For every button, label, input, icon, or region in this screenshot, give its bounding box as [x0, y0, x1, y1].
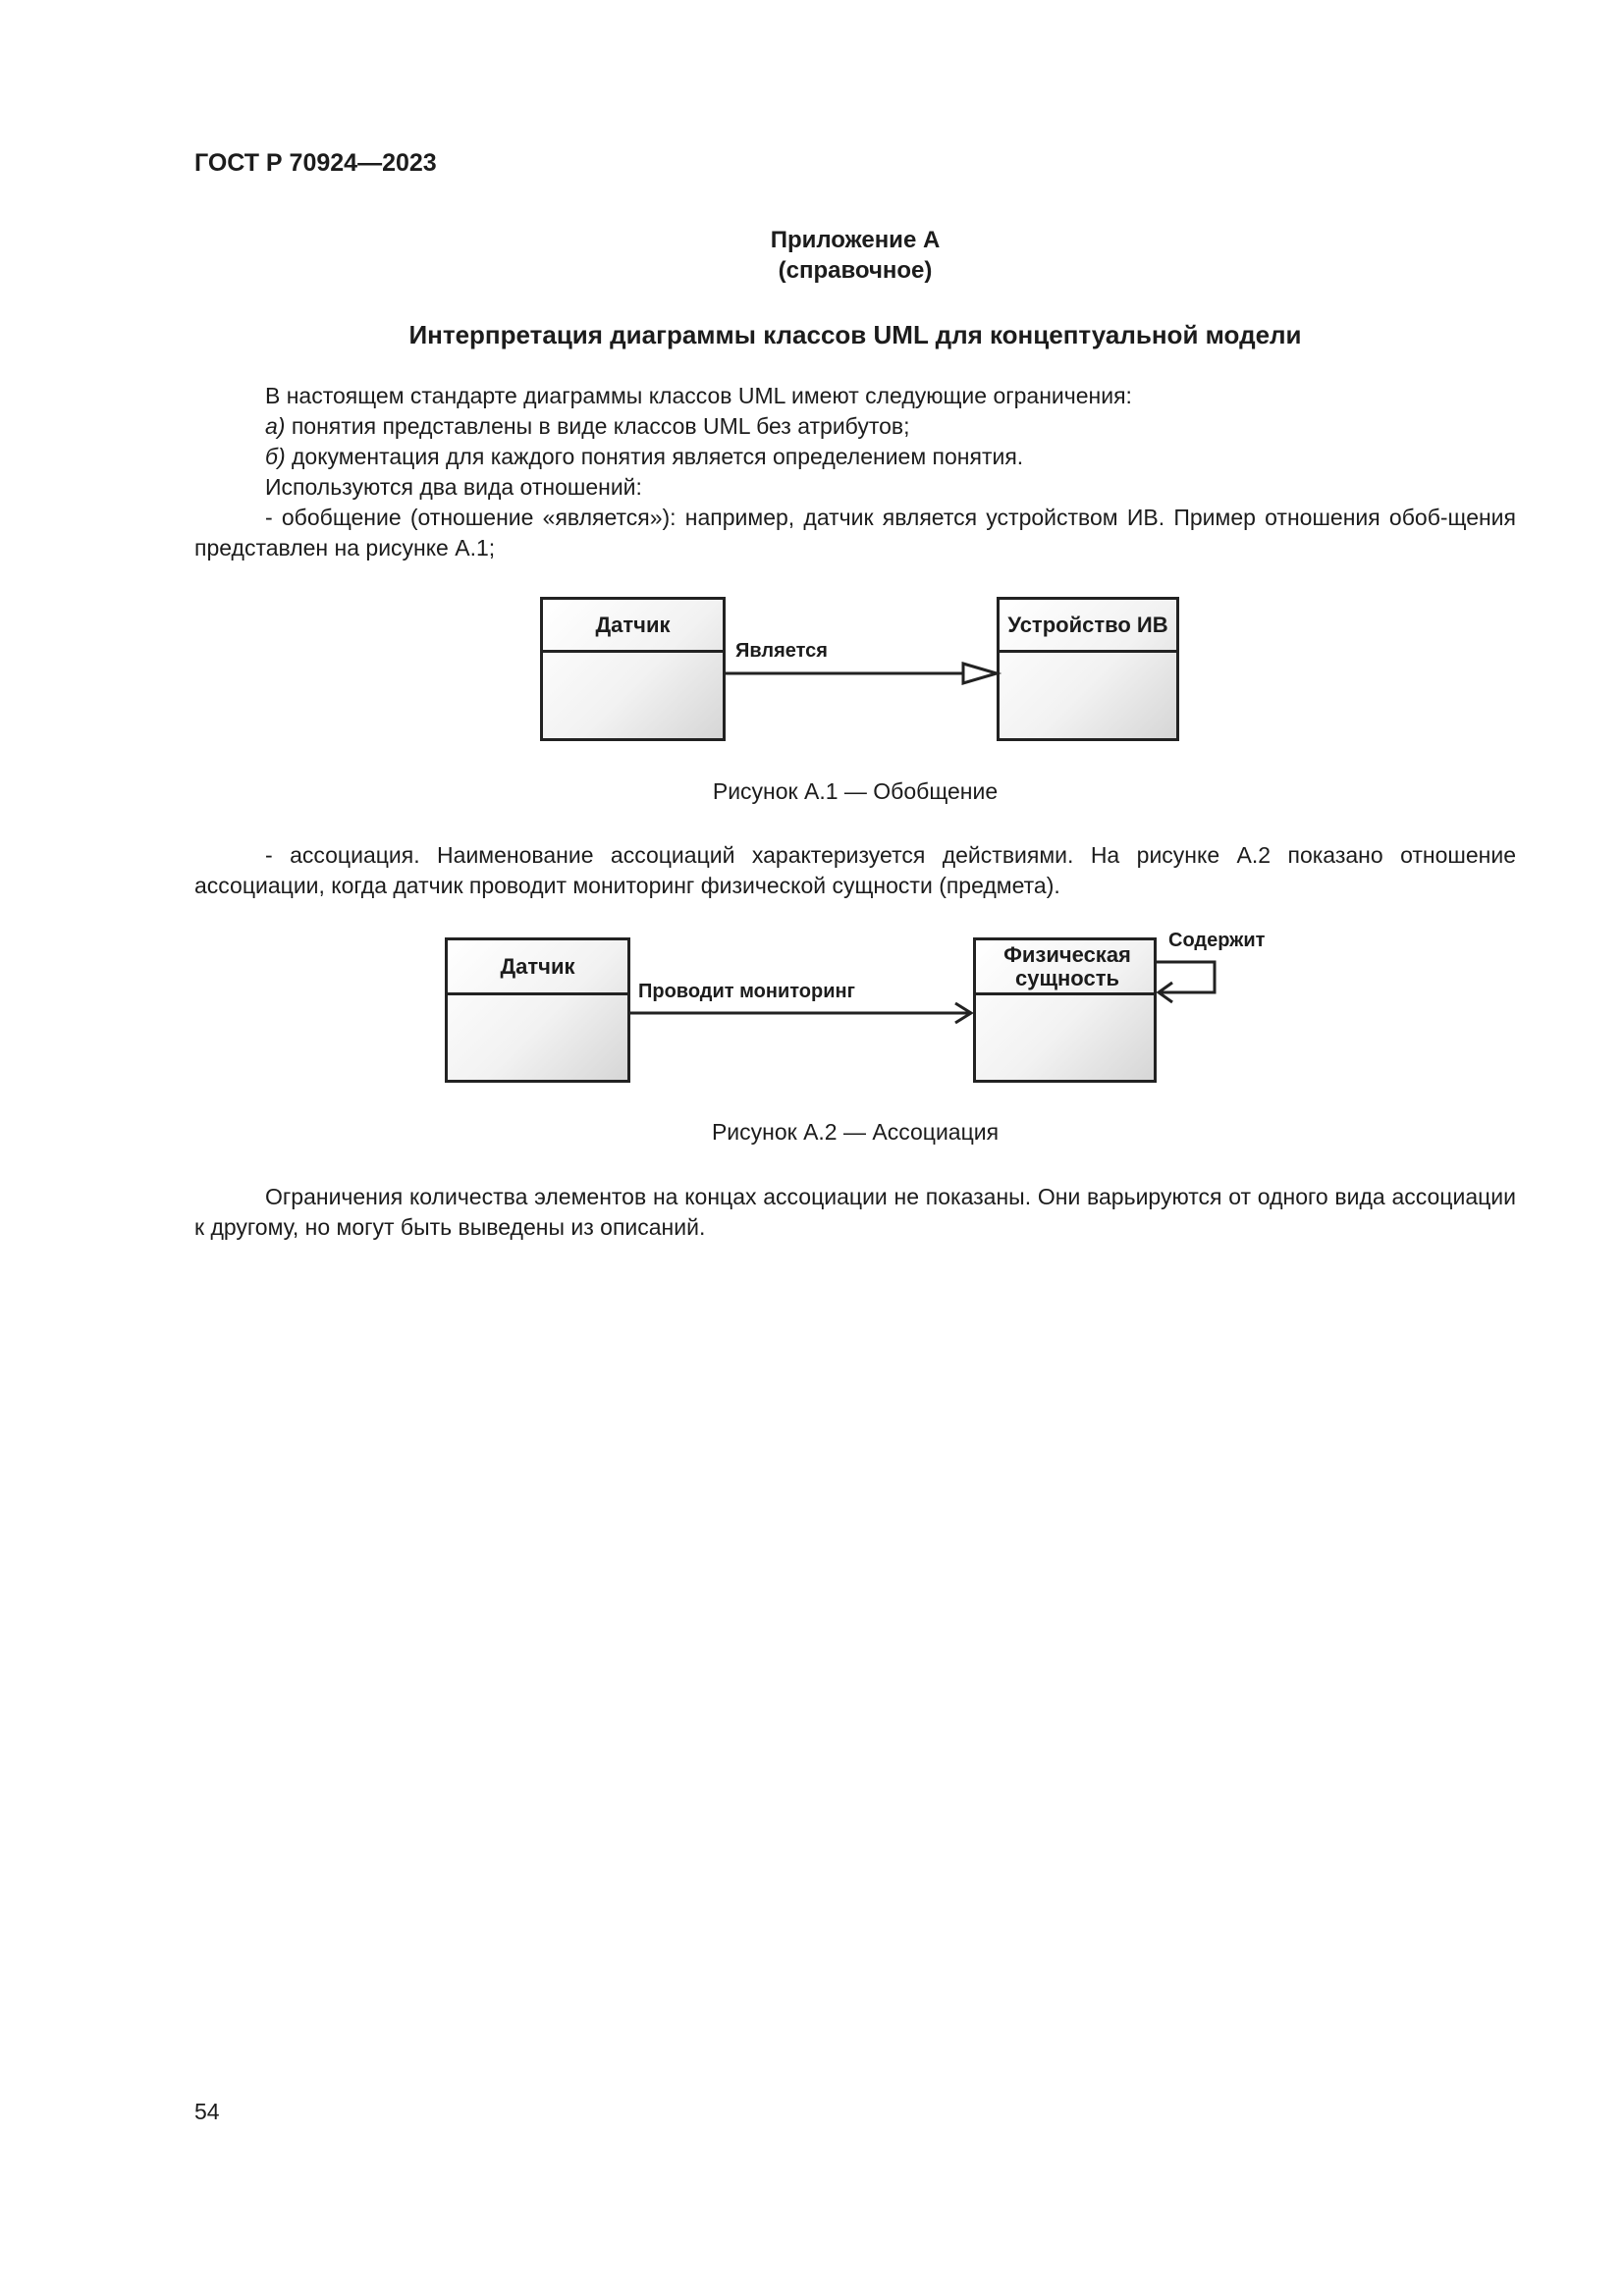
annex-title: Приложение А [770, 227, 941, 253]
document-code: ГОСТ Р 70924—2023 [194, 149, 437, 177]
uml-class-name: Устройство ИВ [1000, 600, 1176, 653]
figure-caption-a2: Рисунок А.2 — Ассоциация [711, 1119, 1000, 1145]
list-text-b: документация для каждого понятия является определением понятия. [285, 444, 1024, 469]
relation-label-is-a: Является [735, 640, 828, 662]
annex-kind: (справочное) [778, 257, 933, 284]
relation-label-monitors: Проводит мониторинг [638, 981, 855, 1002]
page-number: 54 [194, 2099, 220, 2124]
section-title: Интерпретация диаграммы классов UML для концептуальной модели [408, 320, 1302, 349]
list-marker-b: б) [265, 444, 286, 469]
uml-class-name: Физическая сущность [1013, 940, 1121, 995]
uml-class-name: Датчик [448, 940, 627, 995]
relations-intro: Используются два вида отношений: [265, 474, 642, 500]
intro-line: В настоящем стандарте диаграммы классов UML имеют следующие ограничения: [265, 383, 1132, 408]
list-marker-a: а) [265, 413, 286, 439]
generalization-paragraph: - обобщение (отношение «является»): например, датчик является устройством ИВ. Пример отношения обоб-щения представлен на рисунке А.1; [194, 505, 1516, 561]
list-text-a: понятия представлены в виде классов UML без атрибутов; [285, 413, 910, 439]
uml-class-name: Датчик [543, 600, 723, 653]
association-paragraph: - ассоциация. Наименование ассоциаций характеризуется действиями. На рисунке А.2 показано отношение ассоциации, когда датчик проводит мониторинг физической сущности (предмета). [194, 842, 1516, 898]
relation-label-contains: Содержит [1168, 930, 1266, 951]
figure-caption-a1: Рисунок А.1 — Обобщение [712, 778, 999, 804]
closing-paragraph: Ограничения количества элементов на концах ассоциации не показаны. Они варьируются от одного вида ассоциации к другому, но могут быть выведены из описаний. [194, 1184, 1516, 1240]
